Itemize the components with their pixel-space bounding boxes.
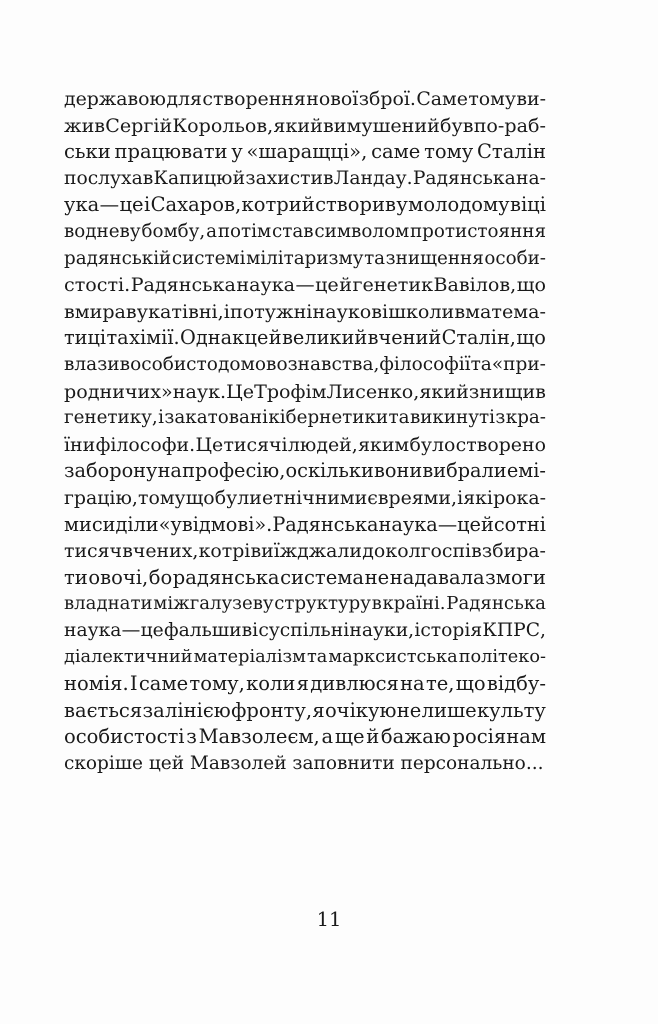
text-line: державою для створення нової зброї. Саме тому ви-: [64, 88, 546, 110]
text-line: ука — це і Сахаров, котрий створив у молодому віці: [64, 193, 546, 217]
text-line: заборону на професію, оскільки вони вибрали емі-: [64, 459, 546, 483]
page-number: 11: [316, 908, 342, 931]
text-line: ми сиділи «у відмові». Радянська наука — це й сотні: [64, 512, 546, 536]
text-line: водневу бомбу, а потім став символом протистояння: [64, 220, 546, 242]
text-line: діалектичний матеріалізм та марксистська політеко-: [64, 647, 546, 668]
text-line: вмирав у катівні, і потужні наукові школи в матема-: [64, 299, 546, 323]
text-line: тисяч вчених, котрі виїжджали до колгоспів збира-: [64, 540, 546, 563]
text-line: жив Сергій Корольов, який вимушений був по-раб-: [64, 113, 546, 137]
text-line: тиці та хімії. Однак це й великий вчений Сталін, що: [64, 326, 546, 350]
text-line: радянській системі мілітаризму та знищення особи-: [64, 247, 546, 269]
text-line: скоріше цей Мавзолей заповнити персонально...: [64, 752, 544, 774]
text-line: ти овочі, бо радянська система не надавала змоги: [64, 565, 546, 589]
text-line: грацію, тому що були етнічними євреями, і які рока-: [64, 486, 546, 509]
text-line: стості. Радянська наука — це й генетик Вавілов, що: [64, 273, 546, 297]
body-text: [64, 86, 546, 777]
text-line: ськи працювати у «шаращці», саме тому Сталін: [64, 140, 546, 164]
text-line: номія. І саме тому, коли я дивлюся на те, що відбу-: [64, 672, 546, 696]
text-line: вається за лінією фронту, я очікую не лише культу: [64, 698, 546, 722]
text-line: наука — це фальшиві суспільні науки, історія КПРС,: [64, 619, 546, 641]
text-line: родничих» наук. Це Трофім Лисенко, який знищив: [64, 379, 546, 403]
text-line: генетику, і закатовані кібернетики та викинуті з кра-: [64, 407, 546, 429]
text-line: влазив особисто до мовознавства, філософії та «при-: [64, 353, 546, 375]
text-line: особистості з Мавзолеєм, а ще й бажаю росіянам: [64, 725, 546, 749]
text-line: їни філософи. Це тисячі людей, яким було створено: [64, 433, 546, 456]
text-line: послухав Капицю й захистив Ландау. Радянська на-: [64, 167, 546, 189]
text-line: владнати міжгалузеву структуру в країні. Радянська: [64, 593, 546, 615]
